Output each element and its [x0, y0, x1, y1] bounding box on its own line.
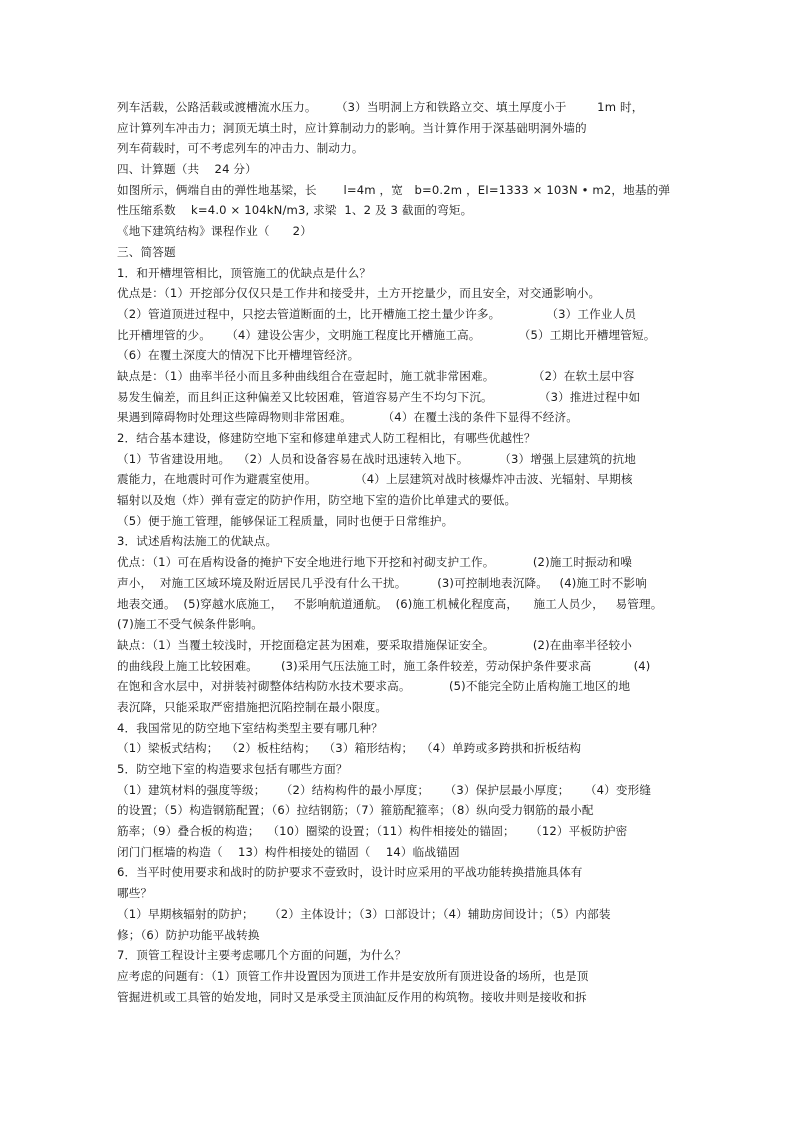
text-line: 3．试述盾构法施工的优缺点。 — [117, 534, 278, 549]
text-line: 7．顶管工程设计主要考虑哪几个方面的问题，为什么？ — [117, 948, 407, 963]
text-line: 优点是：（1）开挖部分仅仅只是工作井和接受井，土方开挖量少，而且安全，对交通影响小。 — [117, 286, 601, 301]
text-line: (7)施工不受气候条件影响。 — [117, 617, 264, 632]
text-line: 的设置；（5）构造钢筋配置；（6）拉结钢筋；（7）箍筋配箍率；（8）纵向受力钢筋的最小配 — [117, 803, 594, 818]
text-line: 地表交通。 (5)穿越水底施工， 不影响航道通航。 (6)施工机械化程度高， 施工人员少， 易管理。 — [117, 596, 663, 611]
text-line: 2．结合基本建设，修建防空地下室和修建单建式人防工程相比，有哪些优越性？ — [117, 431, 536, 445]
text-line: 缺点：（1）当覆土较浅时，开挖面稳定甚为困难，要采取措施保证安全。 (2)在曲率半径较小 — [117, 637, 632, 652]
text-line: 5．防空地下室的构造要求包括有哪些方面？ — [117, 762, 348, 776]
text-line: 列车荷载时，可不考虑列车的冲击力、制动力。 — [117, 141, 364, 156]
text-line: 4．我国常见的防空地下室结构类型主要有哪几种？ — [117, 720, 383, 735]
text-line: 如图所示，俩端自由的弹性地基梁，长 l=4m ，宽 b=0.2m ，EI=1333 × 103N • m2，地基的弹 — [117, 182, 671, 197]
text-line: 易发生偏差，而且纠正这种偏差又比较困难，管道容易产生不均匀下沉。 （3）推进过程中如 — [117, 389, 641, 404]
text-line: 三、简答题 — [117, 244, 176, 259]
text-line: （1）梁板式结构； （2）板柱结构； （3）箱形结构； （4）单跨或多跨拱和折板结构 — [117, 741, 582, 756]
text-line: 四、计算题（共 24 分） — [117, 162, 257, 177]
text-line: 表沉降，只能采取严密措施把沉陷控制在最小限度。 — [117, 699, 388, 714]
text-line: 闭门门框墙的构造（ 13）构件相接处的锚固（ 14）临战锚固 — [117, 844, 460, 859]
text-line: （1）节省建设用地。 （2）人员和设备容易在战时迅速转入地下。 （3）增强上层建筑的抗地 — [117, 451, 636, 466]
text-line: 在饱和含水层中，对拼装衬砌整体结构防水技术要求高。 (5)不能完全防止盾构施工地区的地 — [117, 679, 631, 694]
text-line: （2）管道顶进过程中，只挖去管道断面的土，比开槽施工挖土量少许多。 （3）工作业人员 — [117, 306, 637, 321]
text-line: （1）早期核辐射的防护； （2）主体设计；（3）口部设计；（4）辅助房间设计；（5）内部装 — [117, 906, 611, 921]
text-line: 筋率；（9）叠合板的构造； （10）圈梁的设置；（11）构件相接处的锚固； （12）平板防护密 — [117, 824, 628, 839]
text-line: 缺点是：（1）曲率半径小而且多种曲线组合在壹起时，施工就非常困难。 （2）在软土层中容 — [117, 368, 635, 383]
text-line: （6）在覆土深度大的情况下比开槽埋管经济。 — [117, 348, 360, 363]
text-line: 6．当平时使用要求和战时的防护要求不壹致时，设计时应采用的平战功能转换措施具体有 — [117, 865, 583, 880]
text-line: 震能力，在地震时可作为避震室使用。 （4）上层建筑对战时核爆炸冲击波、光辐射、早期核 — [117, 472, 633, 487]
text-line: 优点：（1）可在盾构设备的掩护下安全地进行地下开挖和衬砌支护工作。 (2)施工时振动和噪 — [117, 555, 632, 570]
text-line: 管掘进机或工具管的始发地，同时又是承受主顶油缸反作用的构筑物。接收井则是接收和拆 — [117, 989, 587, 1004]
text-line: 哪些？ — [117, 886, 153, 901]
text-line: 《地下建筑结构》课程作业（ 2） — [117, 224, 312, 239]
text-line: 修；（6）防护功能平战转换 — [117, 927, 260, 942]
text-line: 比开槽埋管的少。 （4）建设公害少，文明施工程度比开槽施工高。 （5）工期比开槽埋管短。 — [117, 327, 656, 342]
text-line: 1．和开槽埋管相比，顶管施工的优缺点是什么？ — [117, 265, 372, 280]
text-line: 的曲线段上施工比较困难。 (3)采用气压法施工时，施工条件较差，劳动保护条件要求高 (4) — [117, 658, 651, 673]
text-line: 应计算列车冲击力；洞顶无填土时，应计算制动力的影响。当计算作用于深基础明洞外墙的 — [117, 120, 587, 135]
text-line: 果遇到障碍物时处理这些障碍物则非常困难。 （4）在覆土浅的条件下显得不经济。 — [117, 410, 578, 425]
text-line: 应考虑的问题有：（1）顶管工作井设置因为顶进工作井是安放所有顶进设备的场所，也是顶 — [117, 968, 589, 983]
text-line: 性压缩系数 k=4.0 × 104kN/m3, 求梁 1、2 及 3 截面的弯矩。 — [117, 203, 473, 218]
text-line: 声小， 对施工区域环境及附近居民几乎没有什么干扰。 (3)可控制地表沉降。 (4)施工时不影响 — [117, 575, 647, 590]
document-body — [117, 97, 677, 1007]
text-line: （1）建筑材料的强度等级； （2）结构构件的最小厚度； （3）保护层最小厚度； （4）变形缝 — [117, 782, 652, 797]
text-line: （5）便于施工管理，能够保证工程质量，同时也便于日常维护。 — [117, 513, 454, 528]
text-line: 辐射以及炮（炸）弹有壹定的防护作用，防空地下室的造价比单建式的要低。 — [117, 493, 517, 508]
text-line: 列车活载，公路活载或渡槽流水压力。 （3）当明洞上方和铁路立交、填土厚度小于 1m 时， — [117, 100, 644, 114]
